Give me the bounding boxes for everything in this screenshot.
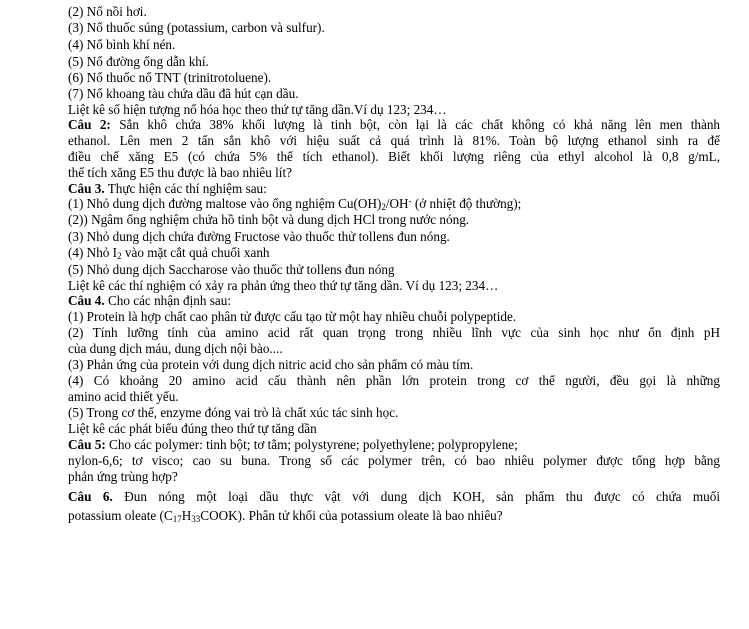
text-line (68, 489, 720, 504)
line-text-tail: (ở nhiệt độ thường); (411, 196, 522, 211)
line-text: (7) Nổ khoang tàu chứa dầu đã hút cạn dầu. (68, 86, 299, 101)
text-line (68, 37, 720, 52)
text-line (68, 421, 720, 436)
subscript: 17 (172, 514, 182, 524)
line-text: Đun nóng một loại dầu thực vật với dung dịch KOH, sản phẩm thu được có chứa muối (112, 489, 720, 504)
text-line (68, 4, 720, 19)
line-text: (6) Nổ thuốc nổ TNT (trinitrotoluene). (68, 70, 272, 85)
line-text: Liệt kê các thí nghiệm có xảy ra phản ứng theo thứ tự tăng dần. Ví dụ 123; 234… (68, 278, 499, 293)
line-text: (4) Có khoảng 20 amino acid cấu thành nên phần lớn protein trong cơ thể người, đều gọi là những (68, 373, 720, 388)
line-text: Cho các nhận định sau: (104, 293, 231, 308)
text-line (68, 117, 720, 132)
text-line (68, 229, 720, 244)
text-line (68, 262, 720, 277)
text-line (68, 278, 720, 293)
text-line (68, 357, 720, 372)
subscript: 33 (191, 514, 201, 524)
line-text: potassium oleate (C (68, 508, 173, 523)
line-text: (4) Nổ bình khí nén. (68, 37, 176, 52)
line-text: Liệt kê số hiện tượng nổ hóa học theo thứ tự tăng dần.Ví dụ 123; 234… (68, 102, 447, 117)
line-text: (4) Nhỏ I (68, 245, 118, 260)
line-text: (1) Protein là hợp chất cao phân tử được cấu tạo từ một hay nhiều chuỗi polypeptide. (68, 309, 517, 324)
text-line (68, 373, 720, 388)
line-text: (2) Nổ nồi hơi. (68, 4, 147, 19)
question-label: Câu 6. (68, 489, 113, 504)
line-text: nylon-6,6; tơ visco; cao su buna. Trong số các polymer trên, có bao nhiêu polymer được tổng hợp bằng (68, 453, 720, 468)
superscript: - (408, 196, 412, 206)
question-label: Câu 5: (68, 437, 106, 452)
text-line (68, 453, 720, 468)
text-line (68, 165, 720, 180)
text-line (68, 86, 720, 101)
text-line (68, 212, 720, 227)
text-line (68, 20, 720, 35)
question-label: Câu 3. (68, 181, 105, 196)
text-line (68, 245, 720, 260)
line-text: (2) Tính lưỡng tính của amino acid rất quan trọng trong nhiều lĩnh vực của sinh học như ổn định pH (68, 325, 720, 340)
line-text: (5) Nổ đường ống dẫn khí. (68, 54, 209, 69)
subscript: 2 (381, 202, 386, 212)
text-line (68, 389, 720, 404)
text-line (68, 469, 720, 484)
text-line (68, 309, 720, 324)
line-text: (5) Trong cơ thể, enzyme đóng vai trò là chất xúc tác sinh học. (68, 405, 399, 420)
text-line (68, 181, 720, 196)
line-text-continued: vào mặt cắt quả chuối xanh (121, 245, 270, 260)
question-label: Câu 2: (68, 117, 111, 132)
line-text: (1) Nhỏ dung dịch đường maltose vào ống nghiệm Cu(OH) (68, 196, 382, 211)
text-line (68, 508, 720, 523)
text-line (68, 405, 720, 420)
text-line (68, 437, 720, 452)
subscript: 2 (117, 251, 122, 261)
line-text: (3) Nhỏ dung dịch chứa đường Fructose vào thuốc thử tollens đun nóng. (68, 229, 450, 244)
text-line (68, 102, 720, 117)
text-line (68, 293, 720, 308)
line-text: (5) Nhỏ dung dịch Saccharose vào thuốc thử tollens đun nóng (68, 262, 395, 277)
line-text: điều chế xăng E5 (có chứa 5% thể tích ethanol). Biết khối lượng riêng của ethyl alcohol là 0,8 g/mL, (68, 149, 720, 164)
text-line (68, 70, 720, 85)
line-text: (2)) Ngâm ống nghiệm chứa hồ tinh bột và dung dịch HCl trong nước nóng. (68, 212, 470, 227)
line-text: Sắn khô chứa 38% khối lượng là tinh bột, còn lại là các chất không có khả năng lên men thành (110, 117, 720, 132)
line-text: thể tích xăng E5 thu được là bao nhiêu lít? (68, 165, 292, 180)
text-line (68, 325, 720, 340)
text-line (68, 133, 720, 148)
text-line (68, 341, 720, 356)
line-text-tail: COOK). Phân tử khối của potassium oleate là bao nhiêu? (200, 508, 503, 523)
line-text: amino acid thiết yếu. (68, 389, 179, 404)
line-text: Liệt kê các phát biểu đúng theo thứ tự tăng dần (68, 421, 317, 436)
line-text: Thực hiện các thí nghiệm sau: (104, 181, 267, 196)
line-text: của dung dịch máu, dung dịch nội bào.... (68, 341, 283, 356)
text-line (68, 54, 720, 69)
line-text-continued: /OH (385, 196, 409, 211)
text-line (68, 196, 720, 211)
line-text: ethanol. Lên men 2 tấn sắn khô với hiệu suất cả quá trình là 81%. Toàn bộ lượng ethanol sinh ra để (68, 133, 720, 148)
line-text: (3) Nổ thuốc súng (potassium, carbon và sulfur). (68, 20, 325, 35)
line-text-continued: H (181, 508, 192, 523)
line-text: (3) Phản ứng của protein với dung dịch nitric acid cho sản phẩm có màu tím. (68, 357, 474, 372)
line-text: Cho các polymer: tinh bột; tơ tằm; polystyrene; polyethylene; polypropylene; (105, 437, 518, 452)
question-label: Câu 4. (68, 293, 105, 308)
line-text: phản ứng trùng hợp? (68, 469, 178, 484)
text-line (68, 149, 720, 164)
